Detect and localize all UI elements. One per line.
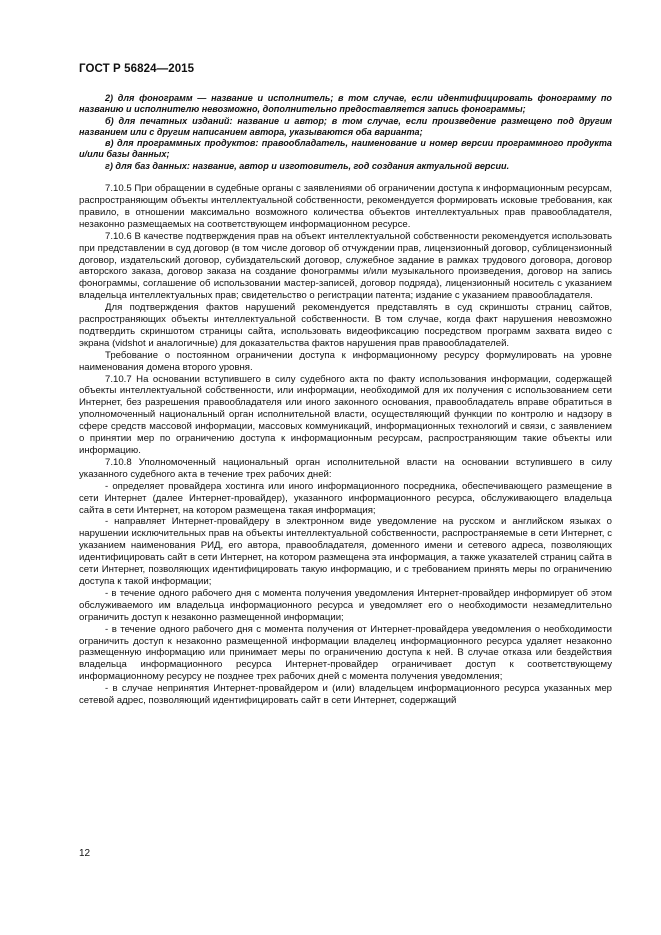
list-item-databases: г) для баз данных: название, автор и изготовитель, год создания актуальной версии. [105,160,510,171]
list-item-printed-editions: б) для печатных изданий: название и автор; в том случае, если произведение размещено под другим названием или с другим написанием автора, указываются оба варианта; [79,115,612,137]
clause-7-10-7: 7.10.7 На основании вступившего в силу судебного акта по факту использования информации, содержащей объекты интеллектуальной собственности, или информации, необходимой для их получения с использованием сети Интернет, без разрешения правообладателя или иного законного основания, правообладатель вправе обратиться в уполномоченный национальный орган исполнительной власти, осуществляющий функции по контролю и надзору в сфере средств массовой информации, массовых коммуникаций, информационных технологий и связи, с заявлением о принятии мер по ограничению доступа к информационным ресурсам, распространяющим такие объекты или информацию. [79,373,612,457]
list-item-determine-provider: - определяет провайдера хостинга или иного информационного посредника, обеспечивающего размещение в сети Интернет (далее Интернет-провайдер), указанного информационного ресурса, обслуживающего владельца сайта в сети Интернет, на котором размещена такая информация; [79,480,612,516]
list-item-phonograms: 2) для фонограмм — название и исполнитель; в том случае, если идентифицировать фонограмму по названию и исполнителю невозможно, дополнительно предоставляется запись фонограммы; [79,93,612,115]
spacer [79,172,612,183]
list-item-software: в) для программных продуктов: правообладатель, наименование и номер версии программного продукта и/или базы данных; [79,138,612,160]
list-item-send-notice: - направляет Интернет-провайдеру в электронном виде уведомление на русском и английском языках о нарушении исключительных прав на объекты интеллектуальной собственности, распространяемые в сети Интернет, с указанием наименования РИД, его автора, правообладателя, доменного имени и сетевого адреса, позволяющих идентифицировать сайт в сети Интернет, на котором размещена эта информация, а также указателей страниц сайта в сети Интернет, позволяющих идентифицировать такую информацию, и с требованием принять меры по ограничению доступа к такой информации; [79,516,612,587]
page-body [79,88,612,707]
list-item-owner-removes: - в течение одного рабочего дня с момента получения от Интернет-провайдера уведомления о необходимости ограничить доступ к незаконно размещенной информации владелец информационного ресурса удаляет незаконно размещенную информацию или принимает меры по ограничению доступа к ней. В случае отказа или бездействия владельца информационного ресурса Интернет-провайдер ограничивает доступ к соответствующему информационному ресурсу не позднее трех рабочих дней с момента получения уведомления; [79,623,612,683]
clause-7-10-5: 7.10.5 При обращении в судебные органы с заявлениями об ограничении доступа к информационным ресурсам, распространяющим объекты интеллектуальной собственности, рекомендуется формировать исковые требования, как правило, в отношении максимально возможного количества объектов интеллектуальных прав правообладателя, незаконно размещаемых на соответствующем информационном ресурсе. [79,183,612,230]
paragraph-domain-restriction: Требование о постоянном ограничении доступа к информационному ресурсу формулировать на уровне наименования домена второго уровня. [79,349,612,373]
page-number: 12 [79,848,91,859]
clause-7-10-8: 7.10.8 Уполномоченный национальный орган исполнительной власти на основании вступившего в силу указанного судебного акта в течение трех рабочих дней: [79,456,612,480]
list-item-non-compliance: - в случае непринятия Интернет-провайдером и (или) владельцем информационного ресурса указанных мер сетевой адрес, позволяющий идентифицировать сайт в сети Интернет, содержащий [79,683,612,707]
paragraph-screenshots: Для подтверждения фактов нарушений рекомендуется представлять в суд скриншоты страниц сайтов, распространяющих объекты интеллектуальной собственности. В том случае, когда факт нарушения невозможно подтвердить скриншотом страницы сайта, использовать видеофиксацию посредством программ захвата видео с экрана (vidshot и аналогичные) для доказательства фактов нарушения прав правообладателей. [79,302,612,349]
list-item-provider-informs: - в течение одного рабочего дня с момента получения уведомления Интернет-провайдер информирует об этом обслуживаемого им владельца информационного ресурса и уведомляет его о необходимости незамедлительно ограничить доступ к незаконно размещенной информации; [79,587,612,623]
document-header: ГОСТ Р 56824—2015 [79,63,195,75]
clause-7-10-6: 7.10.6 В качестве подтверждения прав на объект интеллектуальной собственности рекомендуется использовать при представлении в суд договор (в том числе договор об отчуждении прав, лицензионный договор, сублицензионный договор, издательский договор, субиздательский договор, служебное задание в рамках трудового договора, договор авторского заказа, договор заказа на создание фонограммы и/или музыкального произведения, договор на запись фонограммы, соглашение об использовании мастер-записей, договор подряда), лицензионный носитель с указанием владельца интеллектуальных прав; свидетельство о регистрации патента; издание с указанием правообладателя. [79,230,612,302]
